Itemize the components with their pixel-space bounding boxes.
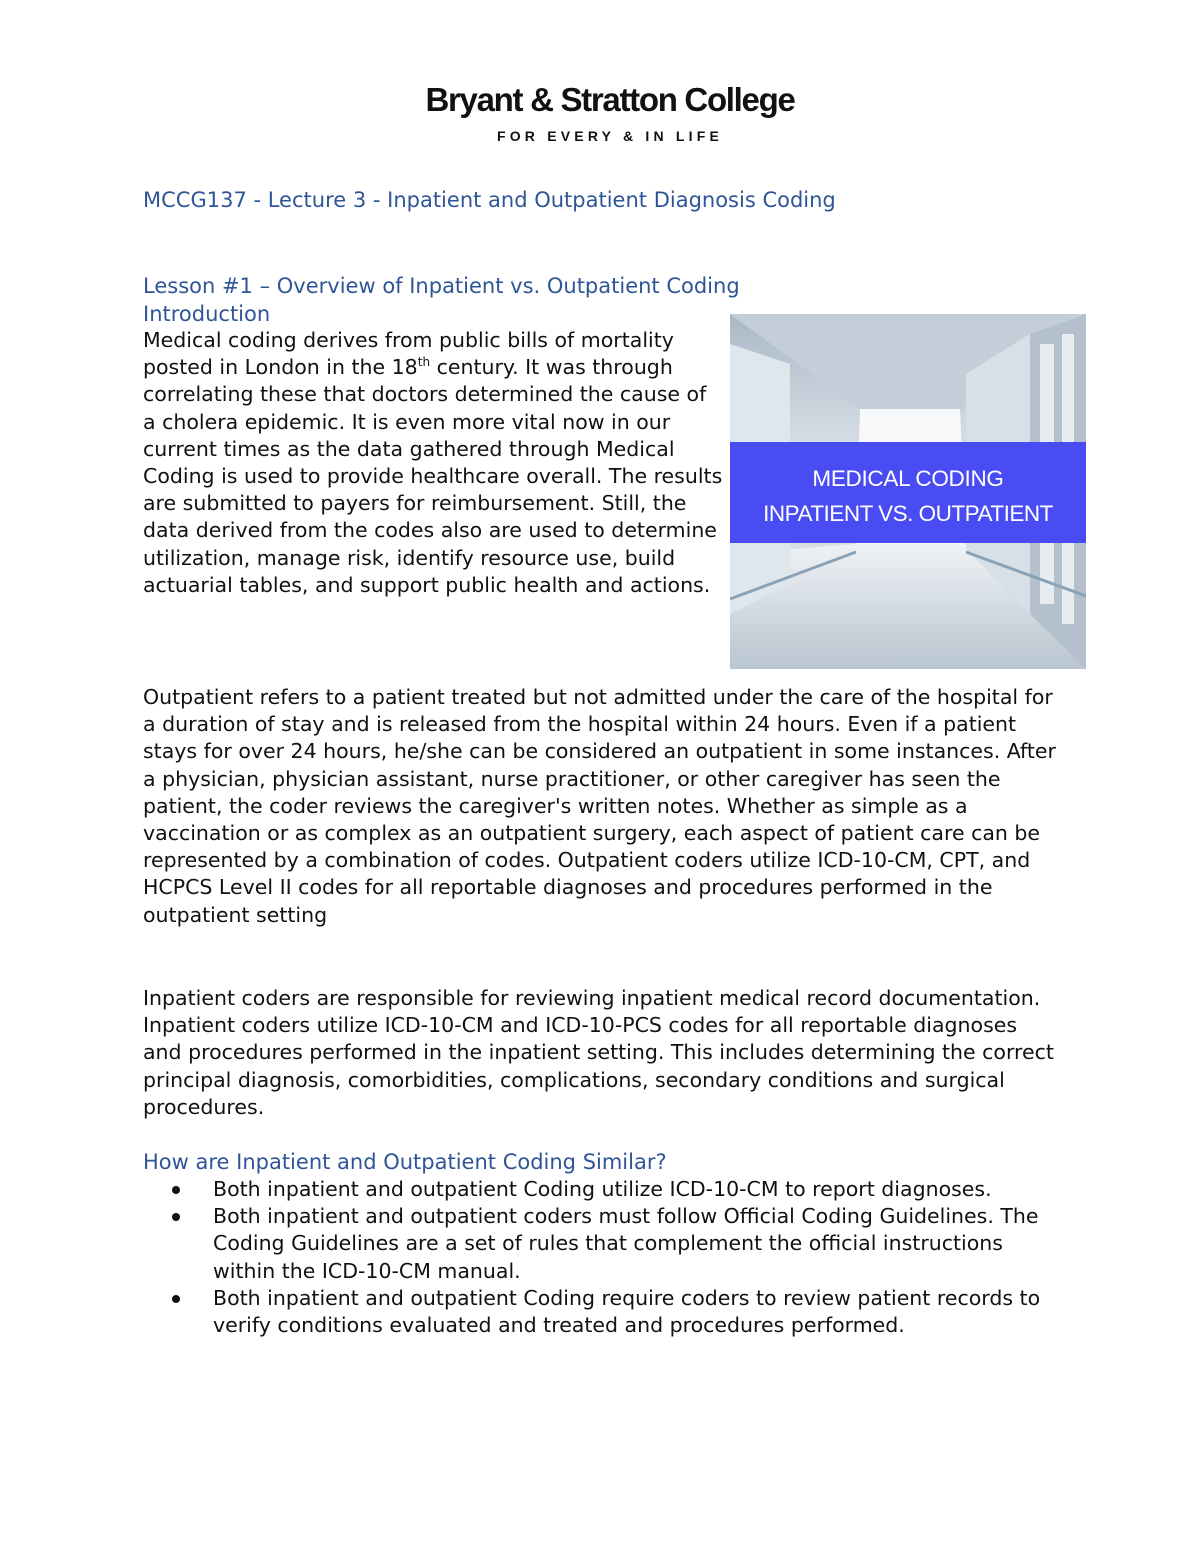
medical-coding-image — [730, 314, 1086, 669]
list-item-text: Both inpatient and outpatient Coding require coders to review patient records to verify conditions evaluated and treated and procedures performed. — [213, 1285, 1041, 1338]
bullet-icon — [172, 1213, 180, 1221]
image-title-line-2: INPATIENT VS. OUTPATIENT — [763, 501, 1053, 526]
college-name: Bryant & Stratton College — [425, 81, 795, 118]
intro-text-end: century. It was through correlating these that doctors determined the cause of a cholera epidemic. It is even more vital now in our current times as the data gathered through Medical Coding is used to provide healthcare overall. The results are submitted to payers for reimbursement. Still, the data derived from the codes also are used to determine utilization, manage risk, identify resource use, build actuarial tables, and support public health and actions. — [143, 355, 723, 597]
college-tagline: FOR EVERY & IN LIFE — [496, 128, 724, 144]
document-title: MCCG137 - Lecture 3 - Inpatient and Outpatient Diagnosis Coding — [143, 188, 836, 212]
list-item — [213, 1176, 1053, 1203]
list-item-text: Both inpatient and outpatient Coding utilize ICD-10-CM to report diagnoses. — [213, 1177, 992, 1201]
similarities-heading: How are Inpatient and Outpatient Coding Similar? — [143, 1150, 667, 1174]
lesson-heading: Lesson #1 – Overview of Inpatient vs. Outpatient Coding — [143, 274, 740, 298]
ordinal-suffix: th — [417, 355, 431, 370]
bullet-icon — [172, 1186, 180, 1194]
image-title-line-1: MEDICAL CODING — [812, 466, 1004, 491]
inpatient-paragraph: Inpatient coders are responsible for reviewing inpatient medical record documentation. Inpatient coders utilize ICD-10-CM and ICD-10-PCS codes for all reportable diagnoses and procedures performed in the inpatient setting. This includes determining the correct principal diagnosis, comorbidities, complications, secondary conditions and surgical procedures. — [143, 986, 1054, 1119]
bullet-icon — [172, 1295, 180, 1303]
list-item — [213, 1203, 1053, 1285]
list-item — [213, 1285, 1053, 1339]
list-item-text: Both inpatient and outpatient coders must follow Official Coding Guidelines. The Coding Guidelines are a set of rules that complement the official instructions within the ICD-10-CM manual. — [213, 1204, 1039, 1283]
similarities-list — [213, 1176, 1053, 1339]
introduction-paragraph — [143, 327, 723, 599]
image-title-banner — [730, 442, 1086, 543]
outpatient-paragraph: Outpatient refers to a patient treated but not admitted under the care of the hospital for a duration of stay and is released from the hospital within 24 hours. Even if a patient stays for over 24 hours, he/she can be considered an outpatient in some instances. After a physician, physician assistant, nurse practitioner, or other caregiver has seen the patient, the coder reviews the caregiver's written notes. Whether as simple as a vaccination or as complex as an outpatient surgery, each aspect of patient care can be represented by a combination of codes. Outpatient coders utilize ICD-10-CM, CPT, and HCPCS Level II codes for all reportable diagnoses and procedures performed in the outpatient setting — [143, 685, 1056, 927]
introduction-heading: Introduction — [143, 302, 271, 326]
intro-text-start: Medical coding derives from public bills of mortality posted in London in the 18 — [143, 328, 674, 380]
